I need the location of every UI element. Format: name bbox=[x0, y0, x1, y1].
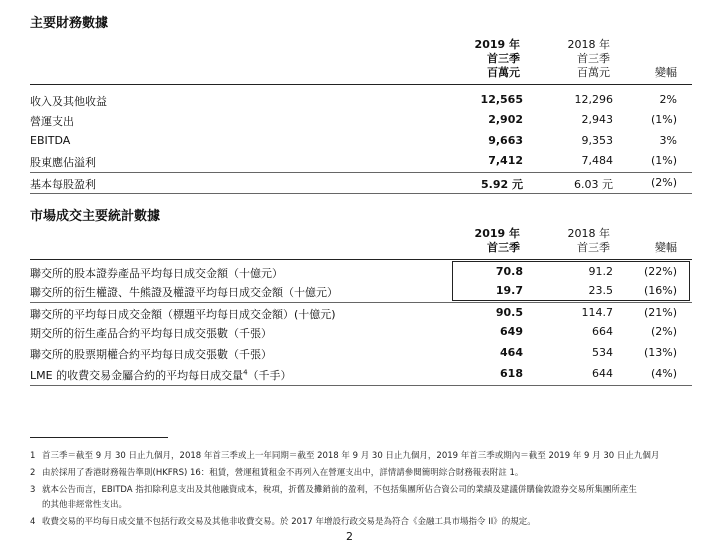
divider bbox=[30, 259, 692, 260]
divider bbox=[30, 84, 692, 85]
table-row: 聯交所的衍生權證、牛熊證及權證平均每日成交金額（十億元） 19.7 23.5 (16%) bbox=[30, 284, 677, 299]
footnote: 1 首三季＝截至 9 月 30 日止九個月，2018 年首三季或上一年同期＝截至 2018 年 9 月 30 日止九個月，2019 年首三季或期內＝截至 2019 年 9 月 30 日止九個月 bbox=[30, 451, 660, 461]
table-row: 營運支出 2,902 2,943 (1%) bbox=[30, 113, 677, 128]
table-row: 收入及其他收益 12,565 12,296 2% bbox=[30, 93, 677, 108]
page-number: 2 bbox=[346, 530, 353, 543]
table-row: EBITDA 9,663 9,353 3% bbox=[30, 134, 677, 147]
divider bbox=[30, 193, 692, 194]
header-change: 變幅 bbox=[655, 66, 677, 79]
header-2018: 2018 年 首三季 百萬元 bbox=[567, 38, 610, 79]
footnote: 3 就本公告而言，EBITDA 指扣除利息支出及其他融資成本，稅項，折舊及攤銷前的盈利，不包括集團所佔合資公司的業績及建議併購倫敦證券交易所集團所產生 bbox=[30, 485, 637, 495]
footnote: 2 由於採用了香港財務報告準則(HKFRS) 16：租賃，營運租賃租金不再列入在營運支出中，詳情請參閱簡明綜合財務報表附註 1。 bbox=[30, 468, 524, 478]
footnote-divider bbox=[30, 437, 168, 438]
table-row: 基本每股盈利 5.92 元 6.03 元 (2%) bbox=[30, 176, 677, 191]
divider bbox=[30, 172, 692, 173]
divider bbox=[30, 385, 692, 386]
header-2019: 2019 年 首三季 百萬元 bbox=[474, 38, 520, 79]
header-2019: 2019 年 首三季 bbox=[474, 227, 520, 254]
header-change: 變幅 bbox=[655, 241, 677, 254]
table-row: 期交所的衍生產品合約平均每日成交張數（千張） 649 664 (2%) bbox=[30, 325, 677, 340]
footnote: 的其他非經常性支出。 bbox=[42, 500, 128, 510]
section-title-financial: 主要財務數據 bbox=[30, 16, 109, 31]
table-row: 聯交所的平均每日成交金額（標題平均每日成交金額）(十億元) 90.5 114.7 (21%) bbox=[30, 306, 677, 321]
table-row: LME 的收費交易金屬合約的平均每日成交量$^4$（千手） 618 644 (4%) bbox=[30, 367, 677, 382]
header-2018: 2018 年 首三季 bbox=[567, 227, 610, 254]
divider bbox=[30, 302, 692, 303]
table-row: 聯交所的股本證券產品平均每日成交金額（十億元） 70.8 91.2 (22%) bbox=[30, 265, 677, 280]
section-title-market: 市場成交主要統計數據 bbox=[30, 209, 161, 224]
table-row: 聯交所的股票期權合約平均每日成交張數（千張） 464 534 (13%) bbox=[30, 346, 677, 361]
footnote: 4 收費交易的平均每日成交量不包括行政交易及其他非收費交易。於 2017 年增設行政交易是為符合《金融工具市場指令 II》的規定。 bbox=[30, 517, 536, 527]
table-row: 股東應佔溢利 7,412 7,484 (1%) bbox=[30, 154, 677, 169]
